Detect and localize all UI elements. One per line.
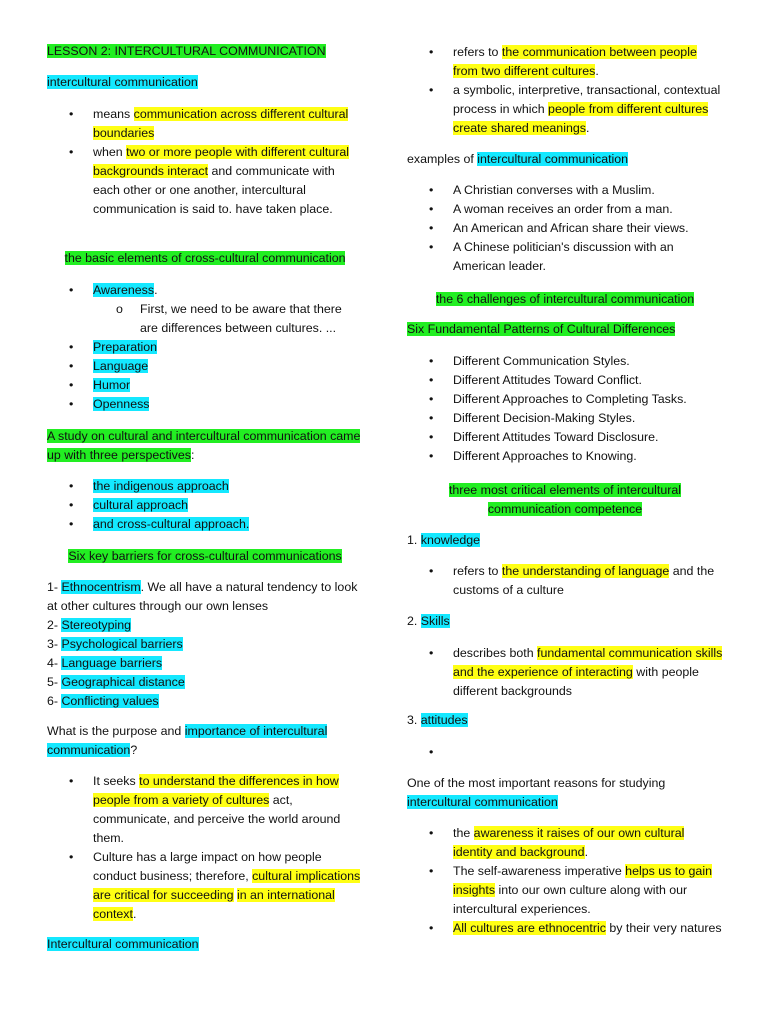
- list-item: • Humor: [47, 376, 363, 395]
- barrier-item: 5- Geographical distance: [47, 675, 185, 689]
- bullet-icon: •: [429, 449, 434, 463]
- list-item: • A woman receives an order from a man.: [407, 200, 723, 219]
- bullet-icon: •: [69, 850, 74, 864]
- bullet-icon: •: [429, 392, 434, 406]
- bullet-icon: •: [429, 864, 434, 878]
- skills-heading: 2. Skills: [407, 614, 450, 628]
- barrier-item: 6- Conflicting values: [47, 694, 159, 708]
- bullet-icon: •: [429, 221, 434, 235]
- bullet-icon: •: [429, 354, 434, 368]
- list-item: • the indigenous approach: [47, 477, 363, 496]
- topic-heading: intercultural communication: [47, 75, 198, 89]
- list-item: • It seeks to understand the differences in how people from a variety of cultures act, communicate, and perceive the world around them.: [69, 774, 341, 845]
- reasons-heading: One of the most important reasons for studying intercultural communication: [407, 776, 666, 809]
- footer-heading: Intercultural communication: [47, 937, 199, 951]
- examples-list: [407, 181, 723, 276]
- bullet-icon: •: [69, 397, 74, 411]
- bullet-icon: •: [429, 921, 434, 935]
- challenges-heading: the 6 challenges of intercultural communication: [435, 292, 695, 306]
- barrier-item: 2- Stereotyping: [47, 618, 132, 632]
- bullet-icon: •: [429, 430, 434, 444]
- list-item: o First, we need to be aware that there are differences between cultures. ...: [116, 302, 342, 335]
- list-item: • Different Approaches to Completing Tasks.: [407, 390, 723, 409]
- bullet-icon: •: [69, 283, 74, 297]
- bullet-icon: •: [429, 202, 434, 216]
- list-item: • Different Communication Styles.: [407, 352, 723, 371]
- list-item: • the awareness it raises of our own cultural identity and background.: [429, 826, 685, 859]
- skills-list: [407, 644, 723, 701]
- barriers-list: [47, 578, 363, 711]
- list-item: • All cultures are ethnocentric by their very natures: [407, 919, 723, 938]
- bullet-icon: •: [429, 826, 434, 840]
- barriers-heading: Six key barriers for cross-cultural communications: [68, 549, 342, 563]
- lesson-title: LESSON 2: INTERCULTURAL COMMUNICATION: [47, 44, 326, 58]
- basic-elements-heading: the basic elements of cross-cultural communication: [64, 251, 346, 265]
- bullet-icon: •: [69, 774, 74, 788]
- reasons-list: [407, 824, 723, 938]
- definition-continued-list: [407, 43, 723, 138]
- barrier-item: 4- Language barriers: [47, 656, 163, 670]
- definition-list: [47, 105, 363, 219]
- knowledge-heading: 1. knowledge: [407, 533, 481, 547]
- list-item: • and cross-cultural approach.: [47, 515, 363, 534]
- bullet-icon: •: [69, 340, 74, 354]
- list-item: • when two or more people with different cultural backgrounds interact and communicate with each other or one another, intercultural communication is said to. have taken place.: [69, 145, 349, 216]
- critical-elements-heading: three most critical elements of intercultural communication competence: [448, 483, 682, 516]
- list-item: • describes both fundamental communication skills and the experience of interacting with people different backgrounds: [429, 646, 723, 698]
- list-item: • Awareness.: [47, 281, 363, 300]
- list-item: • A Chinese politician's discussion with an American leader.: [429, 240, 674, 273]
- perspectives-list: [47, 477, 363, 534]
- bullet-icon: •: [429, 411, 434, 425]
- bullet-icon: •: [69, 517, 74, 531]
- purpose-question: What is the purpose and importance of intercultural communication?: [47, 724, 328, 757]
- attitudes-list: [407, 743, 723, 762]
- list-item: • cultural approach: [47, 496, 363, 515]
- bullet-icon: •: [429, 745, 434, 759]
- patterns-heading: Six Fundamental Patterns of Cultural Differences: [407, 322, 676, 336]
- list-item: • Different Attitudes Toward Disclosure.: [407, 428, 723, 447]
- list-item: • refers to the understanding of language and the customs of a culture: [429, 564, 715, 597]
- examples-heading: examples of intercultural communication: [407, 152, 629, 166]
- bullet-icon: •: [429, 83, 434, 97]
- bullet-icon: •: [69, 107, 74, 121]
- bullet-icon: •: [69, 378, 74, 392]
- bullet-icon: •: [429, 45, 434, 59]
- list-item: • Different Approaches to Knowing.: [407, 447, 723, 466]
- list-item: • Different Decision-Making Styles.: [407, 409, 723, 428]
- list-item: • refers to the communication between people from two different cultures.: [429, 45, 697, 78]
- purpose-list: [47, 772, 363, 924]
- barrier-item: 3- Psychological barriers: [47, 637, 183, 651]
- knowledge-list: [407, 562, 723, 600]
- attitudes-heading: 3. attitudes: [407, 713, 468, 727]
- list-item: • An American and African share their views.: [407, 219, 723, 238]
- list-item: • Preparation: [47, 338, 363, 357]
- list-item: • Different Attitudes Toward Conflict.: [407, 371, 723, 390]
- bullet-icon: •: [69, 498, 74, 512]
- list-item: • means communication across different cultural boundaries: [69, 107, 349, 140]
- list-item: • Language: [47, 357, 363, 376]
- bullet-icon: •: [429, 564, 434, 578]
- study-heading: A study on cultural and intercultural communication came up with three perspectives:: [47, 429, 361, 462]
- barrier-item: 1- Ethnocentrism. We all have a natural tendency to look at other cultures through our own lenses: [47, 580, 358, 613]
- bullet-icon: •: [69, 479, 74, 493]
- bullet-icon: •: [69, 145, 74, 159]
- bullet-icon: •: [69, 359, 74, 373]
- list-item: [407, 743, 723, 762]
- sub-bullet-icon: o: [116, 302, 123, 316]
- list-item: • A Christian converses with a Muslim.: [407, 181, 723, 200]
- bullet-icon: •: [429, 646, 434, 660]
- list-item: • Culture has a large impact on how people conduct business; therefore, cultural implications are critical for succeeding in an international context.: [69, 850, 361, 921]
- patterns-list: [407, 352, 723, 466]
- bullet-icon: •: [429, 240, 434, 254]
- list-item: • Openness: [47, 395, 363, 414]
- bullet-icon: •: [429, 183, 434, 197]
- list-item: • The self-awareness imperative helps us to gain insights into our own culture along with our intercultural experiences.: [429, 864, 712, 916]
- basic-elements-list: [47, 281, 363, 414]
- bullet-icon: •: [429, 373, 434, 387]
- list-item: • a symbolic, interpretive, transactional, contextual process in which people from different cultures create shared meanings.: [429, 83, 721, 135]
